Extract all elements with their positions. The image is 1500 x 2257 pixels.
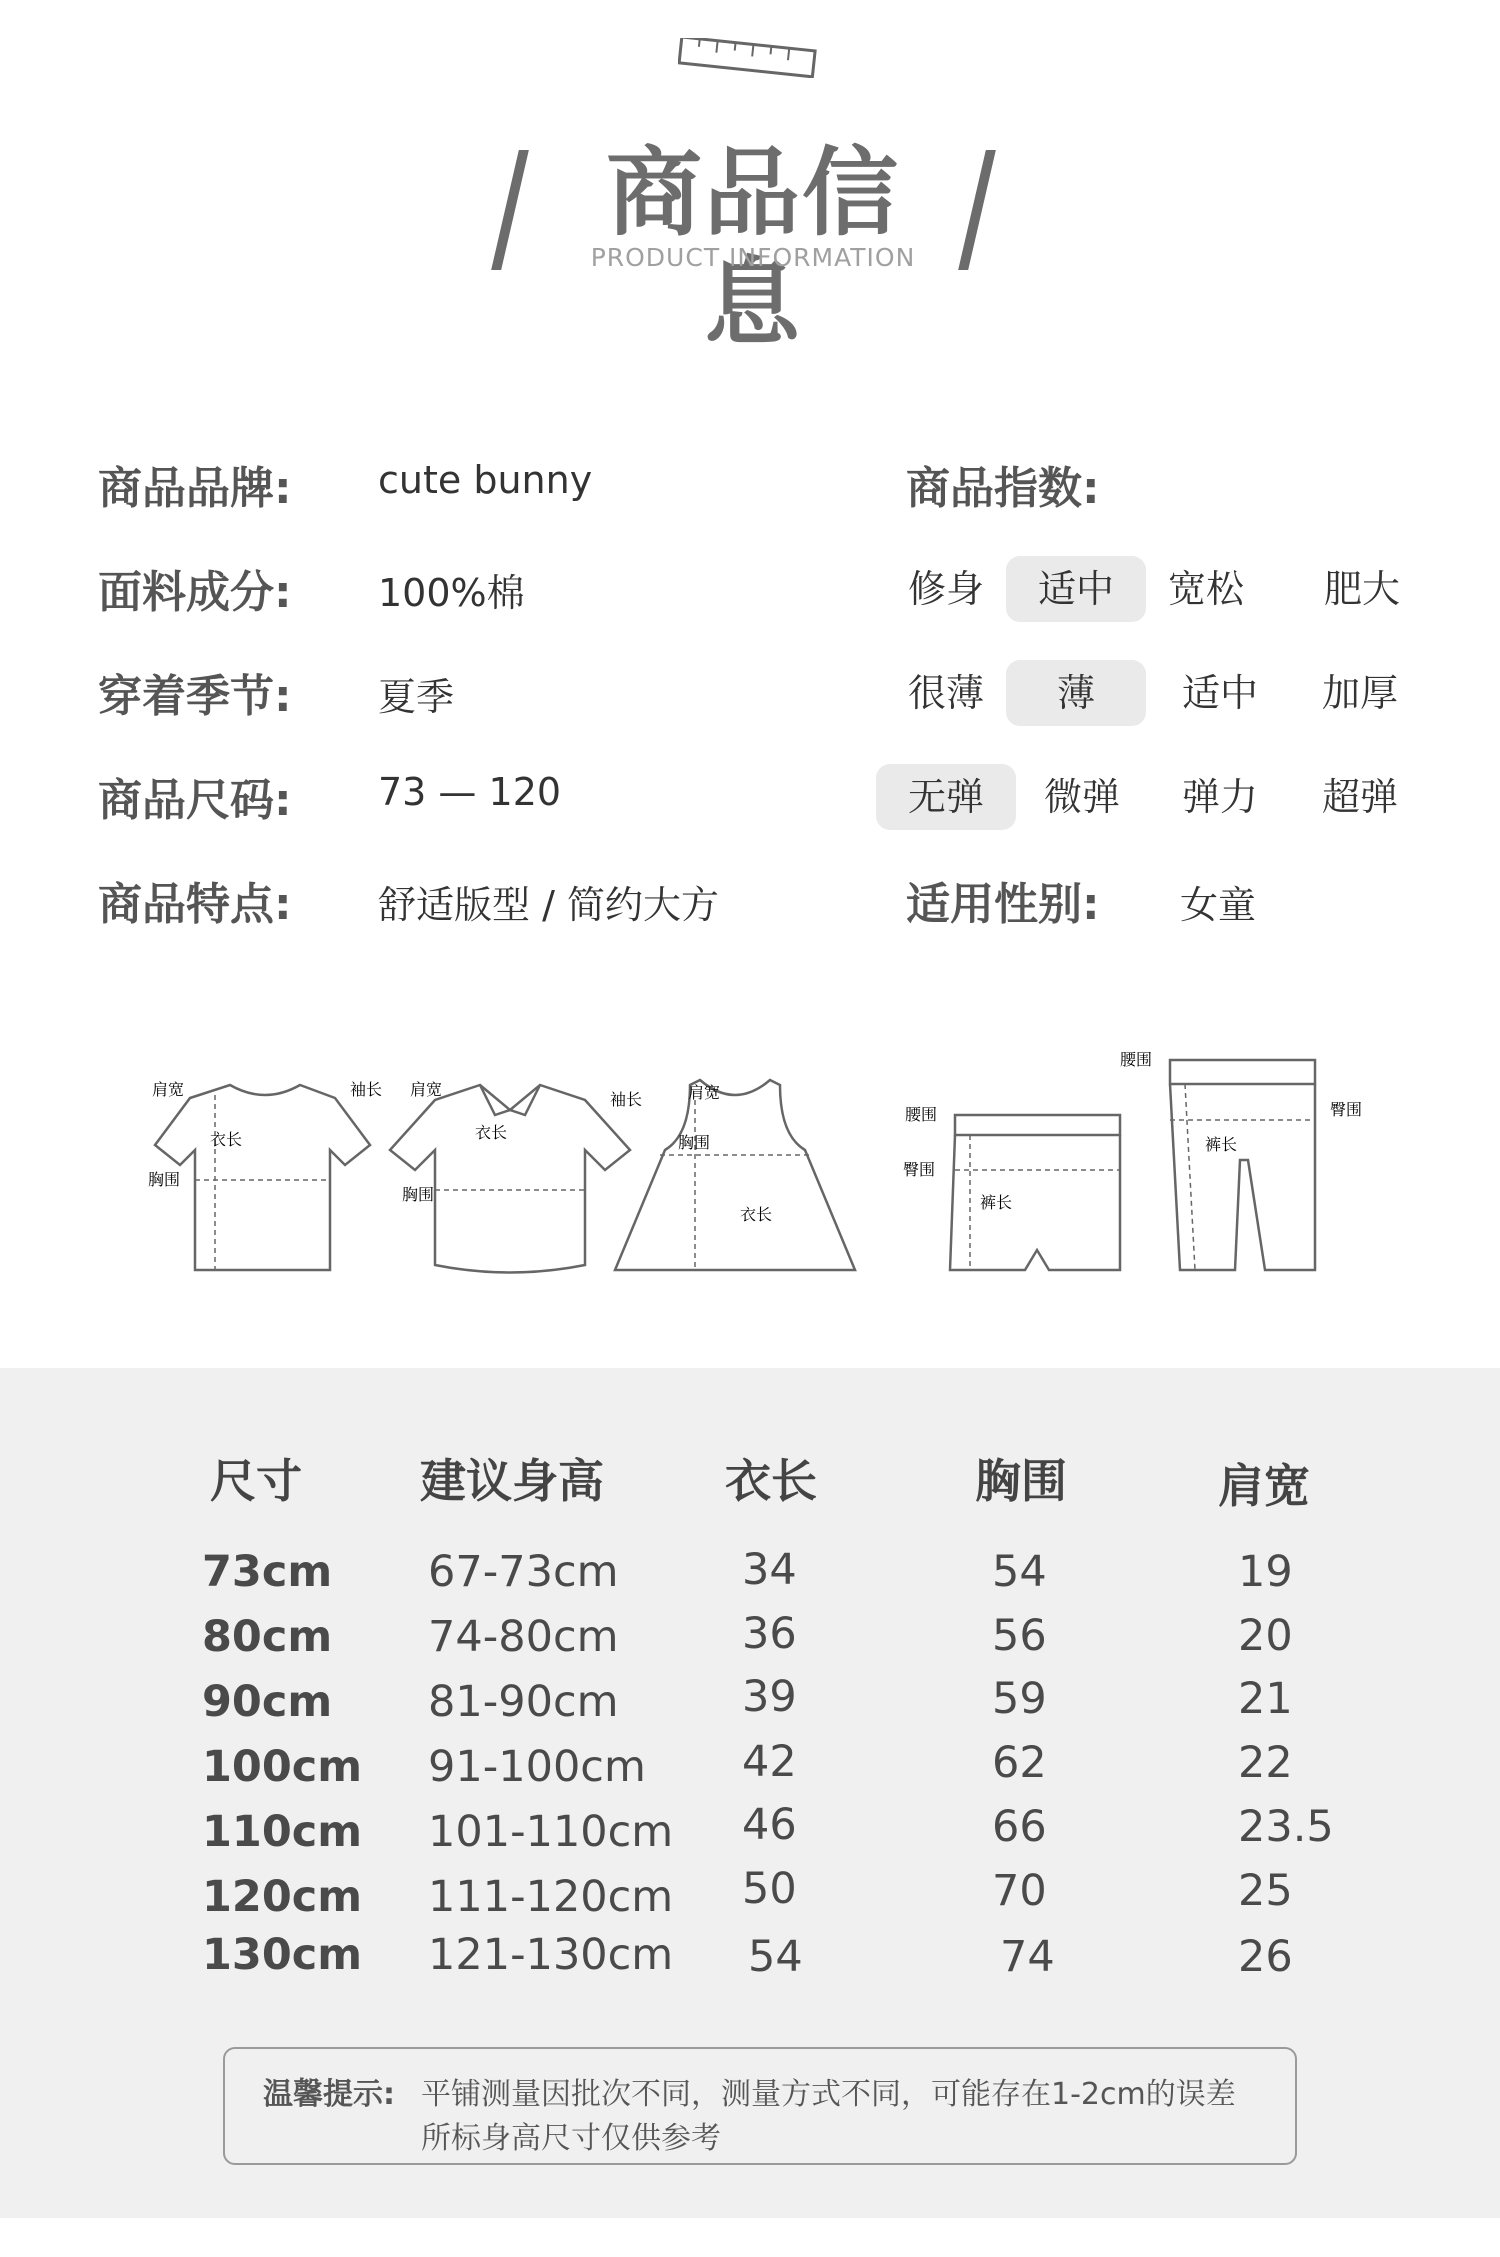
brand-label: 商品品牌: xyxy=(98,463,292,514)
table-cell: 81-90cm xyxy=(428,1677,619,1727)
tip-label: 温馨提示: xyxy=(263,2077,395,2112)
table-cell: 90cm xyxy=(202,1677,333,1727)
title-slash-left xyxy=(491,150,529,270)
table-cell: 62 xyxy=(992,1738,1047,1788)
dress-length-label: 衣长 xyxy=(740,1205,773,1224)
gender-label: 适用性别: xyxy=(906,879,1100,930)
pants-diagram-icon xyxy=(1170,1060,1315,1270)
table-cell: 39 xyxy=(742,1672,797,1722)
elastic-option-none: 无弹 xyxy=(876,764,1016,830)
header-shoulder: 肩宽 xyxy=(1218,1459,1310,1513)
table-cell: 22 xyxy=(1238,1738,1293,1788)
size-label: 商品尺码: xyxy=(98,775,292,826)
pants-hip-label: 臀围 xyxy=(1330,1100,1363,1119)
shorts-hip-label: 臀围 xyxy=(903,1160,936,1179)
season-label: 穿着季节: xyxy=(98,671,292,722)
fit-option-slim: 修身 xyxy=(907,567,984,611)
thickness-option-medium: 适中 xyxy=(1181,671,1258,715)
fit-option-loose: 宽松 xyxy=(1167,567,1244,611)
polo-length-label: 衣长 xyxy=(475,1123,508,1142)
header-height: 建议身高 xyxy=(420,1454,604,1508)
page-title: 商品信息 xyxy=(606,137,900,359)
brand-value: cute bunny xyxy=(378,458,593,502)
title-slash-right xyxy=(958,150,996,270)
thickness-option-thin: 薄 xyxy=(1006,660,1146,726)
page-subtitle: PRODUCT INFORMATION xyxy=(590,243,916,272)
table-cell: 54 xyxy=(748,1932,803,1982)
table-cell: 56 xyxy=(992,1611,1047,1661)
table-cell: 66 xyxy=(992,1802,1047,1852)
pants-length-label: 裤长 xyxy=(1205,1135,1238,1154)
table-cell: 120cm xyxy=(202,1872,363,1922)
polo-diagram-icon xyxy=(390,1085,630,1273)
table-cell: 121-130cm xyxy=(428,1930,674,1980)
tip-text-line2: 所标身高尺寸仅供参考 xyxy=(421,2121,721,2156)
table-cell: 23.5 xyxy=(1238,1802,1334,1852)
table-cell: 25 xyxy=(1238,1866,1293,1916)
table-cell: 100cm xyxy=(202,1742,363,1792)
table-cell: 130cm xyxy=(202,1930,363,1980)
tip-text-line1: 平铺测量因批次不同，测量方式不同，可能存在1-2cm的误差 xyxy=(421,2077,1236,2112)
fabric-label: 面料成分: xyxy=(98,567,292,618)
season-value: 夏季 xyxy=(378,675,455,719)
table-cell: 20 xyxy=(1238,1611,1293,1661)
tshirt-chest-label: 胸围 xyxy=(148,1170,181,1189)
shorts-waist-label: 腰围 xyxy=(905,1105,938,1124)
garment-diagrams xyxy=(140,1040,1400,1300)
table-cell: 70 xyxy=(992,1866,1047,1916)
dress-chest-label: 胸围 xyxy=(678,1133,711,1152)
thickness-option-thick: 加厚 xyxy=(1321,671,1398,715)
index-label: 商品指数: xyxy=(906,463,1100,514)
tshirt-sleeve-label: 袖长 xyxy=(350,1080,383,1099)
table-cell: 42 xyxy=(742,1737,797,1787)
gender-value: 女童 xyxy=(1180,883,1257,927)
table-cell: 73cm xyxy=(202,1547,333,1597)
header-chest: 胸围 xyxy=(975,1454,1067,1508)
table-cell: 46 xyxy=(742,1800,797,1850)
table-cell: 19 xyxy=(1238,1547,1293,1597)
table-cell: 36 xyxy=(742,1609,797,1659)
polo-chest-label: 胸围 xyxy=(402,1185,435,1204)
elastic-option-super: 超弹 xyxy=(1321,775,1398,819)
fabric-value: 100%棉 xyxy=(378,571,525,615)
header-length: 衣长 xyxy=(725,1454,817,1508)
polo-shoulder-label: 肩宽 xyxy=(410,1080,443,1099)
feature-label: 商品特点: xyxy=(98,879,292,930)
table-cell: 91-100cm xyxy=(428,1742,646,1792)
table-cell: 67-73cm xyxy=(428,1547,619,1597)
header-size: 尺寸 xyxy=(210,1454,302,1508)
elastic-option-slight: 微弹 xyxy=(1043,775,1120,819)
table-cell: 26 xyxy=(1238,1932,1293,1982)
table-cell: 110cm xyxy=(202,1807,363,1857)
shorts-length-label: 裤长 xyxy=(980,1193,1013,1212)
dress-diagram-icon xyxy=(615,1080,855,1270)
table-cell: 54 xyxy=(992,1547,1047,1597)
fit-option-regular: 适中 xyxy=(1006,556,1146,622)
table-cell: 80cm xyxy=(202,1612,333,1662)
table-cell: 101-110cm xyxy=(428,1807,674,1857)
table-cell: 111-120cm xyxy=(428,1872,674,1922)
size-value: 73 — 120 xyxy=(378,770,562,814)
fit-option-oversize: 肥大 xyxy=(1323,567,1400,611)
thickness-option-very-thin: 很薄 xyxy=(907,671,984,715)
table-cell: 59 xyxy=(992,1674,1047,1724)
polo-sleeve-label: 袖长 xyxy=(610,1090,643,1109)
table-cell: 50 xyxy=(742,1864,797,1914)
table-cell: 34 xyxy=(742,1545,797,1595)
tshirt-length-label: 衣长 xyxy=(210,1130,243,1149)
ruler-icon xyxy=(678,38,818,78)
shorts-diagram-icon xyxy=(950,1115,1120,1270)
dress-shoulder-label: 肩宽 xyxy=(688,1083,721,1102)
tip-box xyxy=(223,2047,1297,2165)
tshirt-shoulder-label: 肩宽 xyxy=(152,1080,185,1099)
pants-waist-label: 腰围 xyxy=(1120,1050,1153,1069)
tshirt-diagram-icon xyxy=(155,1085,370,1270)
feature-value: 舒适版型 / 简约大方 xyxy=(378,883,719,927)
table-cell: 74-80cm xyxy=(428,1612,619,1662)
table-cell: 74 xyxy=(1000,1932,1055,1982)
table-cell: 21 xyxy=(1238,1674,1293,1724)
elastic-option-elastic: 弹力 xyxy=(1181,775,1258,819)
